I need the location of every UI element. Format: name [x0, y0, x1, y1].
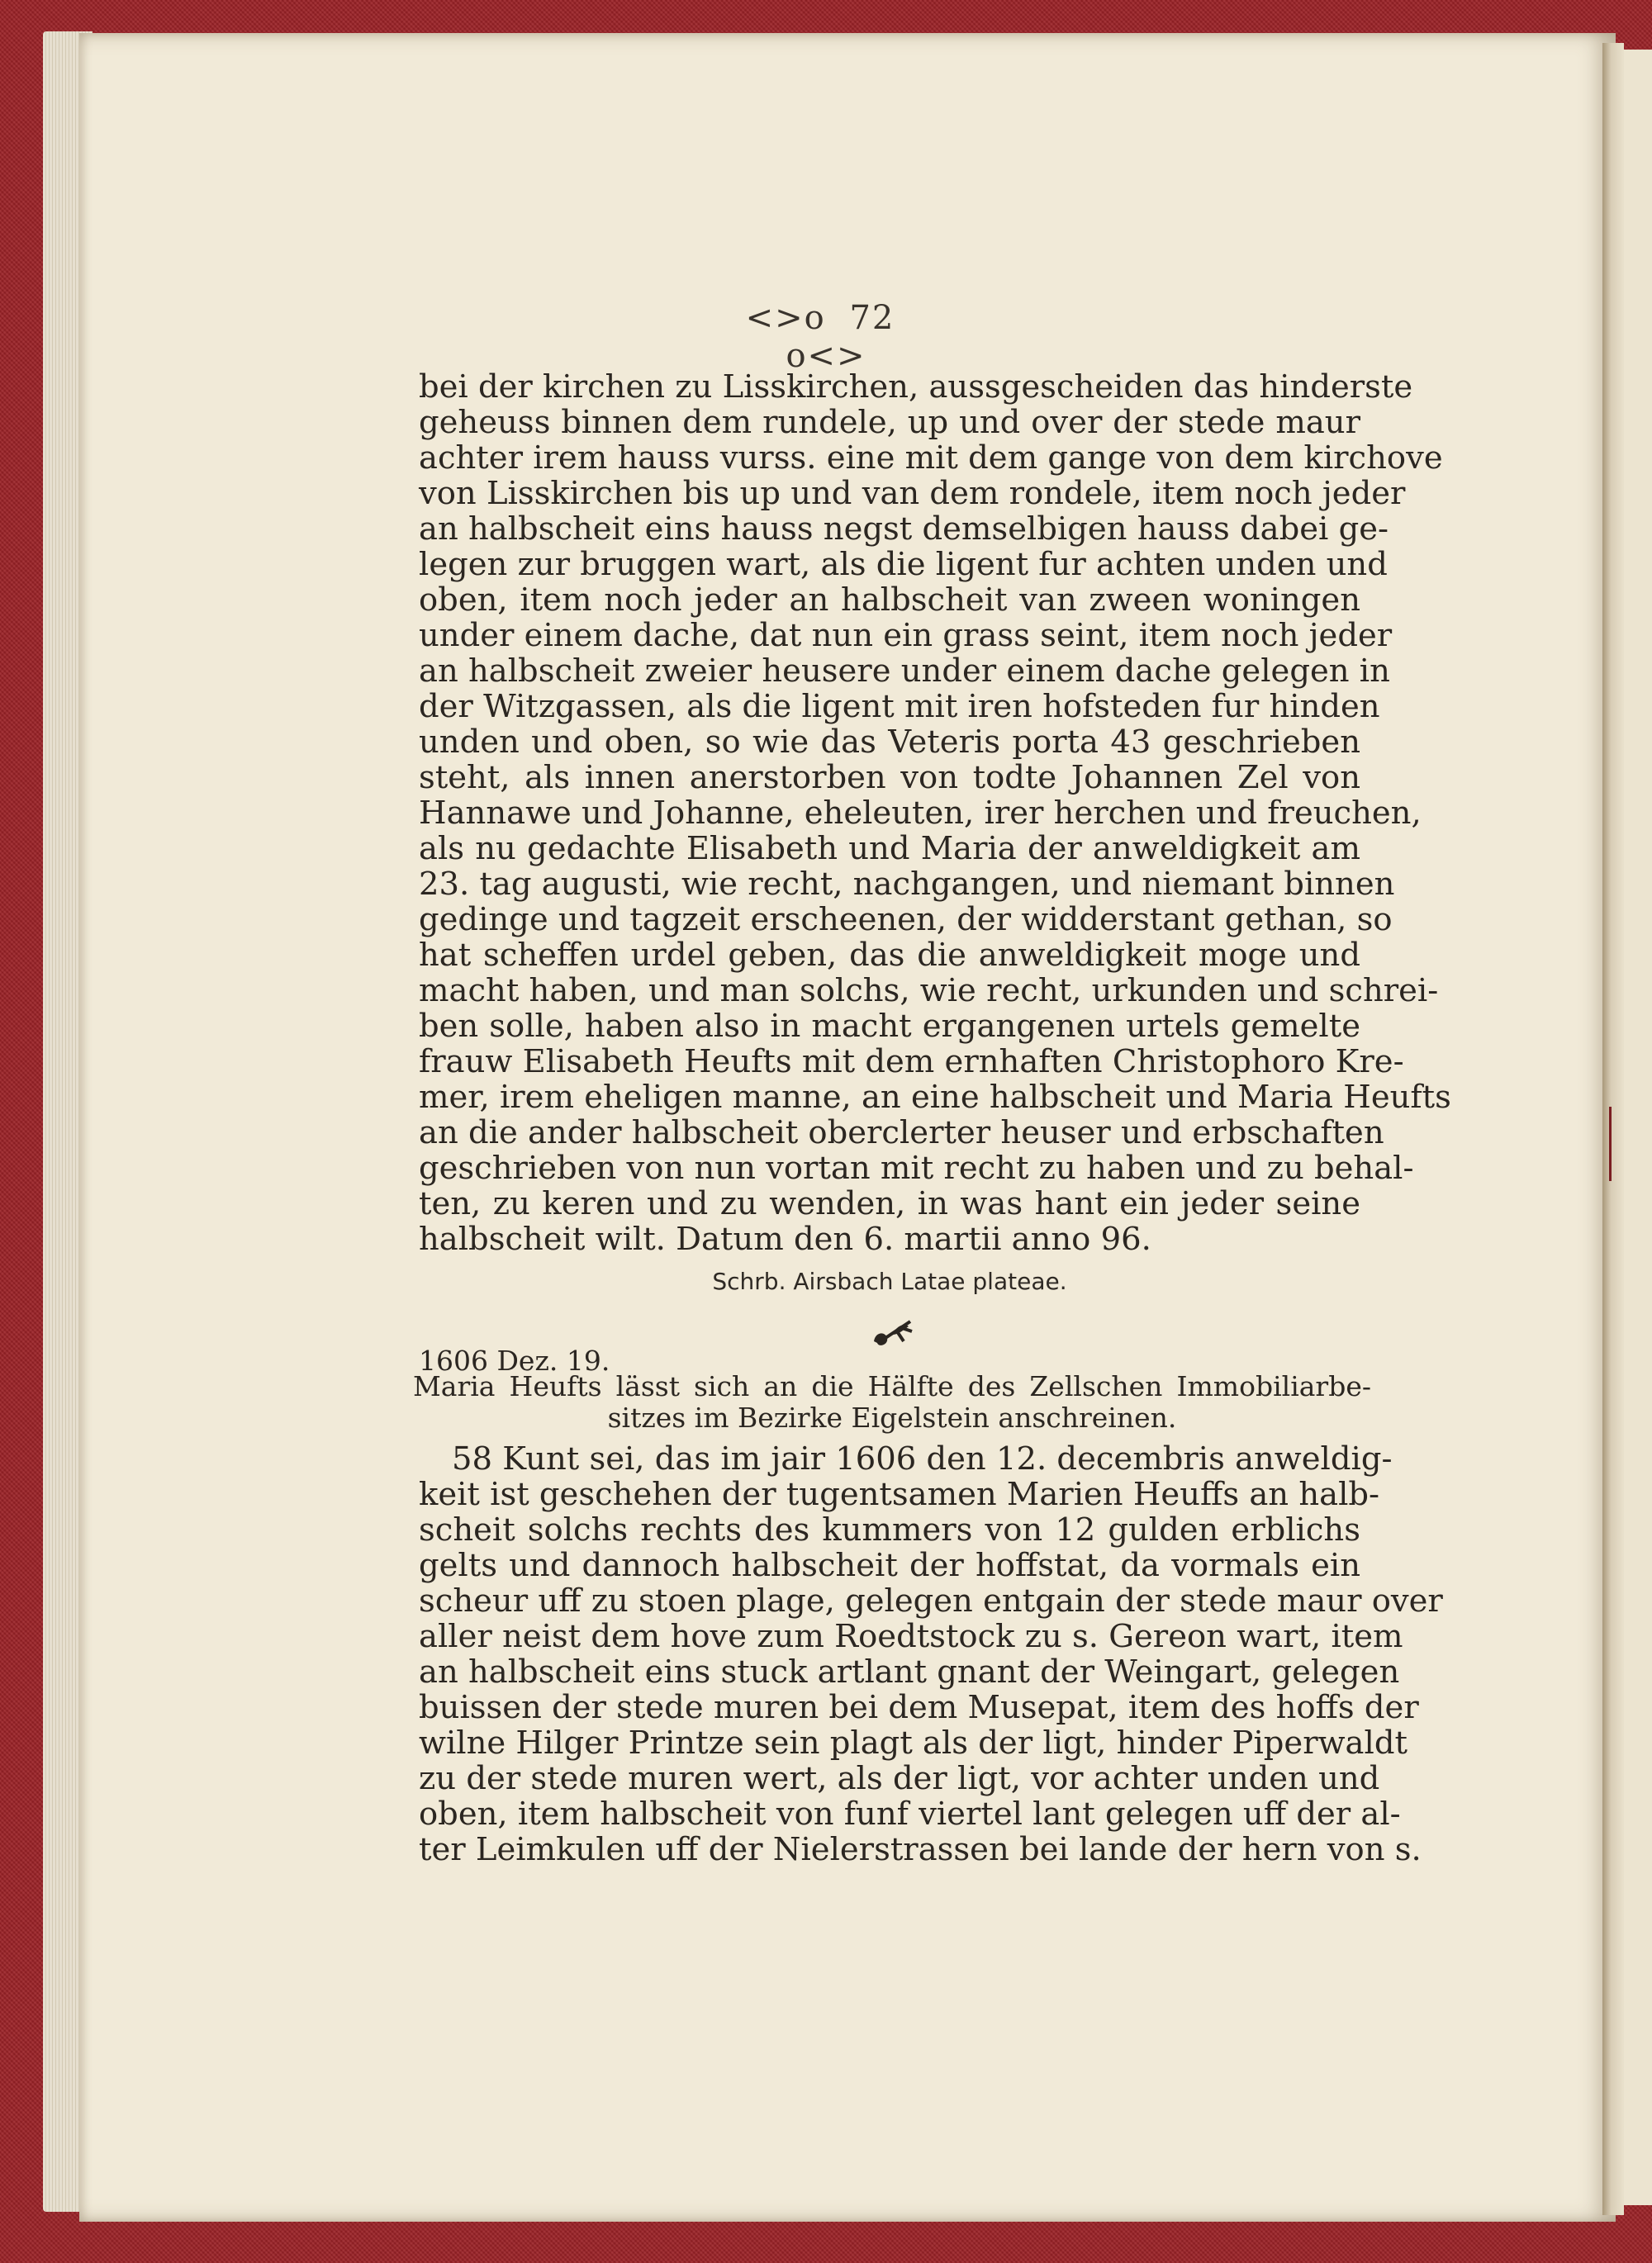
paragraph-1-line: gedinge und tagzeit erscheenen, der widderstant gethan, so [419, 901, 1393, 938]
paragraph-1-line: an halbscheit eins hauss negst demselbigen hauss dabei ge- [419, 510, 1389, 548]
entry-summary [413, 1371, 1371, 1434]
source-note: Schrb. Airsbach Latae plateae. [712, 1268, 1067, 1295]
paragraph-1-line: steht, als innen anerstorben von todte Johannen Zel von [419, 759, 1360, 796]
paragraph-2-line: zu der stede muren wert, als der ligt, vor achter unden und [419, 1760, 1380, 1797]
paragraph-2-line: buissen der stede muren bei dem Musepat, item des hoffs der [419, 1689, 1419, 1726]
paragraph-1-line: hat scheffen urdel geben, das die anweldigkeit moge und [419, 937, 1360, 974]
page-number: 72 [849, 299, 895, 337]
paragraph-2-line: oben, item halbscheit von funf viertel lant gelegen uff der al- [419, 1796, 1401, 1833]
paragraph-1-line: von Lisskirchen bis up und van dem rondele, item noch jeder [419, 475, 1406, 512]
paragraph-2-line: scheit solchs rechts des kummers von 12 gulden erblichs [419, 1511, 1360, 1549]
paragraph-1-line: an die ander halbscheit oberclerter heuser und erbschaften [419, 1114, 1384, 1151]
paragraph-1-line: bei der kirchen zu Lisskirchen, aussgescheiden das hinderste [419, 368, 1413, 406]
paragraph-1-line: 23. tag augusti, wie recht, nachgangen, und niemant binnen [419, 866, 1395, 903]
paragraph-1-line: als nu gedachte Elisabeth und Maria der anweldigkeit am [419, 830, 1360, 867]
paragraph-1-line: mer, irem eheligen manne, an eine halbscheit und Maria Heufts [419, 1079, 1451, 1116]
page-number-decor-right: o<> [786, 337, 866, 375]
paragraph-1-line: under einem dache, dat nun ein grass seint, item noch jeder [419, 617, 1393, 654]
summary-line-1: Maria Heufts lässt sich an die Hälfte des Zellschen Immobiliarbe- [413, 1370, 1371, 1402]
paragraph-1-line: ten, zu keren und zu wenden, in was hant ein jeder seine [419, 1185, 1360, 1222]
paragraph-1-line: halbscheit wilt. Datum den 6. martii anno 96. [419, 1221, 1151, 1258]
paragraph-1-line: geheuss binnen dem rundele, up und over der stede maur [419, 404, 1360, 441]
paragraph-1-line: legen zur bruggen wart, als die ligent fur achten unden und [419, 546, 1388, 583]
paragraph-2-line: scheur uff zu stoen plage, gelegen entgain der stede maur over [419, 1582, 1443, 1620]
paragraph-1-line: der Witzgassen, als die ligent mit iren hofsteden fur hinden [419, 688, 1380, 725]
paragraph-1-line: frauw Elisabeth Heufts mit dem ernhaften Christophoro Kre- [419, 1043, 1404, 1080]
paragraph-2-line: keit ist geschehen der tugentsamen Marien Heuffs an halb- [419, 1476, 1380, 1513]
paragraph-2-line: 58 Kunt sei, das im jair 1606 den 12. decembris anweldig- [452, 1440, 1393, 1478]
paragraph-1 [419, 368, 1451, 1258]
paragraph-2-line: aller neist dem hove zum Roedtstock zu s. Gereon wart, item [419, 1618, 1403, 1655]
entry-date: 1606 Dez. 19. [419, 1345, 610, 1377]
paragraph-1-line: an halbscheit zweier heusere under einem dache gelegen in [419, 652, 1390, 690]
paragraph-1-line: ben solle, haben also in macht ergangenen urtels gemelte [419, 1008, 1360, 1045]
paragraph-2 [419, 1440, 1443, 1868]
paragraph-1-line: Hannawe und Johanne, eheleuten, irer herchen und freuchen, [419, 795, 1422, 832]
page-number-decor-left: <>o [745, 299, 826, 337]
binding-thread [1609, 1107, 1612, 1181]
leaf-ornament-icon [867, 1313, 917, 1354]
paragraph-2-line: ter Leimkulen uff der Nielerstrassen bei lande der hern von s. [419, 1831, 1422, 1868]
page-gutter [1602, 43, 1624, 2215]
paragraph-1-line: geschrieben von nun vortan mit recht zu haben und zu behal- [419, 1150, 1414, 1187]
paragraph-1-line: oben, item noch jeder an halbscheit van zween woningen [419, 581, 1360, 619]
paragraph-2-line: an halbscheit eins stuck artlant gnant der Weingart, gelegen [419, 1653, 1400, 1691]
facing-page-edge [1624, 50, 1652, 2205]
paragraph-1-line: unden und oben, so wie das Veteris porta 43 geschrieben [419, 723, 1360, 761]
paragraph-2-line: wilne Hilger Printze sein plagt als der ligt, hinder Piperwaldt [419, 1725, 1408, 1762]
paragraph-1-line: macht haben, und man solchs, wie recht, urkunden und schrei- [419, 972, 1439, 1009]
summary-line-2: sitzes im Bezirke Eigelstein anschreinen. [607, 1402, 1177, 1434]
page-number-header [743, 299, 909, 375]
paragraph-2-line: gelts und dannoch halbscheit der hoffstat, da vormals ein [419, 1547, 1360, 1584]
paragraph-1-line: achter irem hauss vurss. eine mit dem gange von dem kirchove [419, 439, 1443, 477]
